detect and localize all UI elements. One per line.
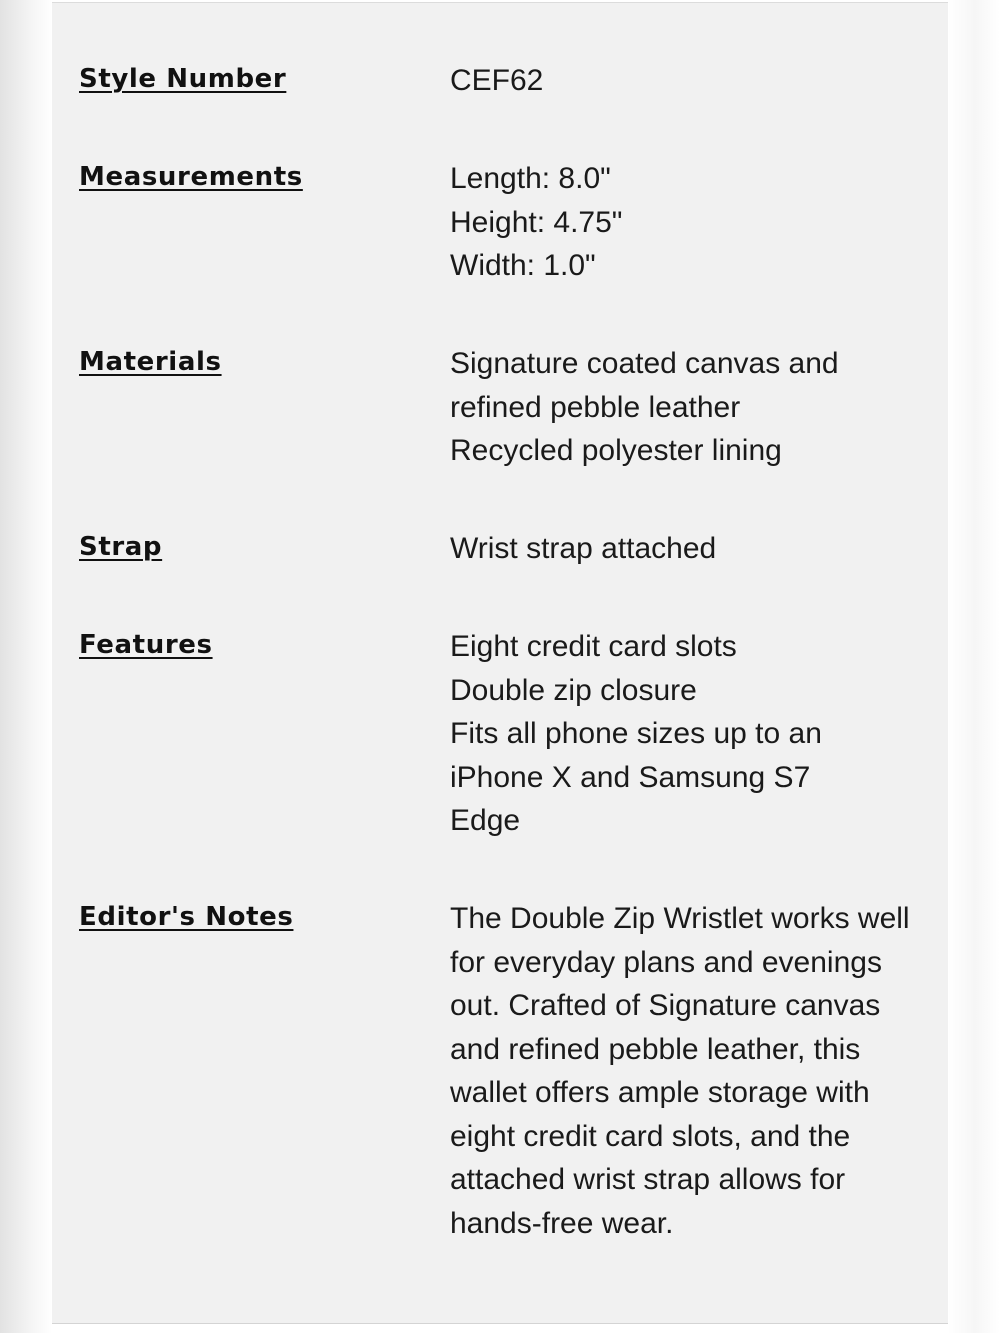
measurement-width: Width: 1.0" — [450, 249, 596, 282]
editors-notes-value — [450, 897, 926, 1245]
features-label: Features — [79, 630, 213, 660]
measurement-length: Length: 8.0" — [450, 162, 611, 195]
feature-line: Edge — [450, 804, 521, 837]
style-number-label: Style Number — [79, 64, 287, 94]
editors-notes-text: The Double Zip Wristlet works well for everyday plans and evenings out. Crafted of Signature canvas and refined pebble leather, this wallet offers ample storage with eight credit card slots, and the attached wrist strap allows for hands-free wear. — [450, 902, 910, 1240]
materials-line: Signature coated canvas and — [450, 347, 839, 380]
strap-text: Wrist strap attached — [450, 532, 717, 565]
materials-value — [450, 342, 930, 473]
style-number-value — [450, 59, 930, 103]
feature-line: iPhone X and Samsung S7 — [450, 760, 811, 794]
style-number-text: CEF62 — [450, 64, 544, 97]
measurements-value — [450, 157, 930, 288]
editors-notes-label: Editor's Notes — [79, 902, 294, 932]
materials-label: Materials — [79, 347, 222, 377]
feature-line: Fits all phone sizes up to an — [450, 717, 822, 750]
features-value — [450, 625, 930, 843]
strap-label: Strap — [79, 532, 163, 562]
measurement-height: Height: 4.75" — [450, 205, 623, 239]
feature-line: Eight credit card slots — [450, 630, 737, 663]
feature-line: Double zip closure — [450, 673, 697, 707]
strap-value — [450, 527, 930, 571]
materials-line: refined pebble leather — [450, 390, 741, 424]
measurements-label: Measurements — [79, 162, 303, 192]
product-details-card — [52, 2, 948, 1324]
materials-line: Recycled polyester lining — [450, 434, 782, 467]
